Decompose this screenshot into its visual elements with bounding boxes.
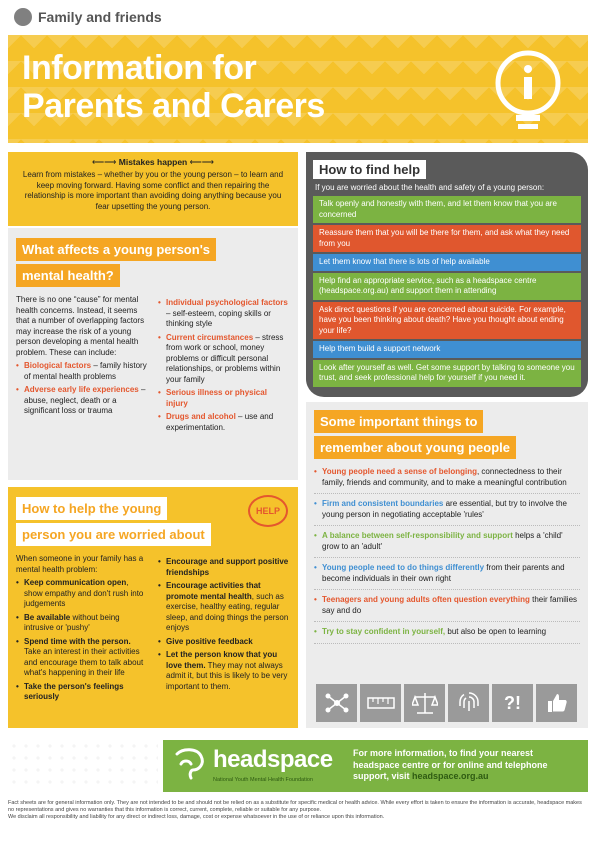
decorative-pattern — [8, 740, 158, 792]
help-tip-item-key: Give positive feedback — [166, 636, 253, 646]
mistakes-text: Learn from mistakes – whether by you or the young person – to learn and keep moving forward. Having some conflict and then repairing the relationship is more important than avoiding doing anything because you fear upsetting the young person. — [22, 170, 284, 211]
affects-heading-2: mental health? — [16, 264, 120, 287]
find-help-row: Look after yourself as well. Get some support by talking to someone you trust, and seek professional help for yourself if you need it. — [313, 360, 581, 387]
headspace-logo-icon — [171, 746, 207, 782]
title-line-1: Information for — [22, 49, 257, 87]
headspace-info — [353, 748, 581, 783]
important-things-section — [306, 402, 588, 728]
help-tip-item-key: Spend time with the person. — [24, 636, 131, 646]
affects-factor-item — [158, 388, 290, 409]
important-heading-1: Some important things to — [314, 410, 483, 433]
find-help-heading: How to find help — [313, 160, 426, 179]
footer-line-1: Fact sheets are for general information only. They are not intended to be and should not be relied on as a substitute for specific medical or health advice. While every effort is taken to ensure the information is accurate, headspace makes no representations and gives no warranties that this information is correct, current, complete, reliable or suitable for any purpose. — [8, 800, 582, 813]
help-tip-item-key: Let the person know that you love them. — [166, 650, 278, 670]
help-tip-item — [16, 613, 148, 634]
help-left-column — [16, 554, 148, 706]
affects-factor-item-key: Current circumstances — [166, 332, 254, 342]
affects-factor-item-text: – family history of mental health problems — [24, 361, 147, 381]
important-item-key: Young people need a sense of belonging — [322, 467, 477, 476]
help-right-column — [158, 554, 290, 706]
footer-disclaimer — [8, 800, 588, 821]
find-help-row: Let them know that there is lots of help available — [313, 254, 581, 271]
important-item-text: are essential, but try to involve the young person in negotiating acceptable 'rules' — [322, 499, 567, 519]
help-tip-item-key: Encourage activities that promote mental health — [166, 581, 261, 601]
scales-icon — [404, 684, 445, 722]
help-tip-item-text: Take an interest in their activities and encourage them to talk about what's happening in their life — [24, 647, 144, 677]
help-section — [8, 487, 298, 728]
important-item-key: Try to stay confident in yourself, — [322, 627, 446, 636]
important-item-key: Firm and consistent boundaries — [322, 499, 444, 508]
category-label: Family and friends — [38, 9, 162, 25]
affects-factor-item-key: Drugs and alcohol — [166, 412, 236, 421]
affects-factor-item — [158, 333, 290, 386]
footer-line-2: We disclaim all responsibility and liability for any direct or indirect loss, damage, cost or expense whatsoever in the use of or reliance upon this information. — [8, 814, 385, 820]
mistakes-happen-box — [8, 152, 298, 226]
headspace-brand: headspace — [213, 746, 333, 773]
help-tip-item-key: Encourage and support positive friendships — [166, 557, 289, 577]
help-tip-item-text: They may not always admit it, but this is likely to be very important to them. — [166, 660, 288, 691]
affects-factor-item — [16, 385, 148, 417]
important-item — [314, 595, 580, 622]
help-intro: When someone in your family has a mental health problem: — [16, 554, 144, 574]
headspace-banner — [163, 740, 588, 792]
headspace-tagline: National Youth Mental Health Foundation — [213, 777, 313, 783]
fingerprint-icon — [448, 684, 489, 722]
affects-right-column — [158, 295, 290, 436]
help-tip-item-key: Keep communication open — [24, 578, 127, 587]
mistakes-title-text: Mistakes happen — [118, 157, 188, 167]
important-item-text: helps a 'child' grow to an 'adult' — [322, 531, 563, 551]
arrow-left-icon: ⟵⟶ — [92, 157, 117, 167]
network-icon — [316, 684, 357, 722]
lightbulb-info-icon — [478, 41, 578, 141]
help-tip-item — [158, 581, 290, 634]
find-help-row: Ask direct questions if you are concerned about suicide. For example, have you been thinking about death? Have you thought about ending your life? — [313, 302, 581, 340]
important-item — [314, 467, 580, 494]
help-tip-item-text: , show empathy and don't rush into judgements — [24, 578, 144, 608]
headspace-info-text: For more information, to find your nearest headspace centre or for online and telephone support, visit — [353, 748, 548, 781]
important-heading-2: remember about young people — [314, 436, 516, 459]
help-heading-2: person you are worried about — [16, 523, 211, 546]
help-tip-item — [16, 578, 148, 610]
affects-factor-item-text: – use and experimentation. — [166, 412, 274, 432]
important-item-text: but also be open to learning — [445, 627, 547, 636]
important-item-text: their families say and do — [322, 595, 578, 615]
important-item-key: Young people need to do things differently — [322, 563, 485, 572]
important-item — [314, 627, 580, 644]
family-icon — [14, 8, 32, 26]
help-tip-item-key: Be available — [24, 612, 71, 622]
ruler-icon — [360, 684, 401, 722]
headspace-url-link[interactable]: headspace.org.au — [412, 771, 489, 781]
find-help-row: Reassure them that you will be there for them, and ask what they need from you — [313, 225, 581, 252]
important-item-key: A balance between self-responsibility and support — [322, 531, 513, 540]
help-tip-item — [16, 637, 148, 679]
affects-factor-item-text: – stress from work or school, money problems or difficult personal relationships, or problems within your family — [166, 332, 284, 384]
affects-heading-1: What affects a young person's — [16, 238, 216, 261]
arrow-right-icon: ⟵⟶ — [189, 157, 214, 167]
affects-factor-item-text: – abuse, neglect, death or a significant loss or trauma — [24, 385, 146, 415]
find-help-subtitle: If you are worried about the health and safety of a young person: — [315, 183, 545, 192]
icon-row — [316, 684, 577, 722]
top-bar — [0, 0, 595, 35]
important-item — [314, 499, 580, 526]
affects-factor-item — [158, 298, 290, 330]
help-tip-item — [158, 637, 290, 648]
find-help-row: Help them build a support network — [313, 341, 581, 358]
affects-section — [8, 228, 298, 480]
help-tip-item-text: , such as exercise, healthy eating, regular sleep, and doing things the person enjoys — [166, 591, 289, 632]
affects-left-column — [16, 295, 148, 436]
find-help-row: Help find an appropriate service, such as a headspace centre (headspace.org.au) and support them in attending — [313, 273, 581, 300]
page-title — [22, 49, 325, 125]
thumbs-up-icon — [536, 684, 577, 722]
important-item-key: Teenagers and young adults often question everything — [322, 595, 530, 604]
affects-factor-item-key: Biological factors — [24, 361, 92, 370]
help-tip-item-key: Take the person's feelings seriously — [24, 681, 124, 701]
affects-factor-item-key: Individual psychological factors — [166, 298, 288, 307]
help-tip-item — [158, 557, 290, 578]
affects-factor-item-text: – self-esteem, coping skills or thinking style — [166, 308, 271, 328]
affects-factor-item — [16, 361, 148, 382]
important-item — [314, 563, 580, 590]
title-line-2: Parents and Carers — [22, 87, 325, 125]
find-help-panel — [306, 152, 588, 397]
mistakes-title — [18, 157, 288, 168]
affects-intro: There is no one “cause” for mental health concerns. Instead, it seems that a number of overlapping factors may increase the risk of a young person developing a mental health problem. These can include: — [16, 295, 145, 357]
help-tip-item — [158, 650, 290, 692]
affects-factor-item-key: Adverse early life experiences — [24, 385, 139, 394]
important-item-text: , connectedness to their family, friends and community, and to make a meaningful contribution — [322, 467, 567, 487]
important-item-text: from their parents and become individuals in their own right — [322, 563, 565, 583]
affects-factor-item — [158, 412, 290, 433]
help-tip-item — [16, 682, 148, 703]
question-exclaim-icon: ?! — [492, 684, 533, 722]
affects-factor-item-key: Serious illness or physical injury — [166, 388, 267, 408]
help-heading-1: How to help the young — [16, 497, 167, 520]
hero-banner — [8, 35, 588, 143]
important-item — [314, 531, 580, 558]
help-badge: HELP — [248, 495, 288, 527]
find-help-row: Talk openly and honestly with them, and let them know that you are concerned — [313, 196, 581, 223]
help-tip-item-text: without being intrusive or 'pushy' — [24, 612, 120, 632]
